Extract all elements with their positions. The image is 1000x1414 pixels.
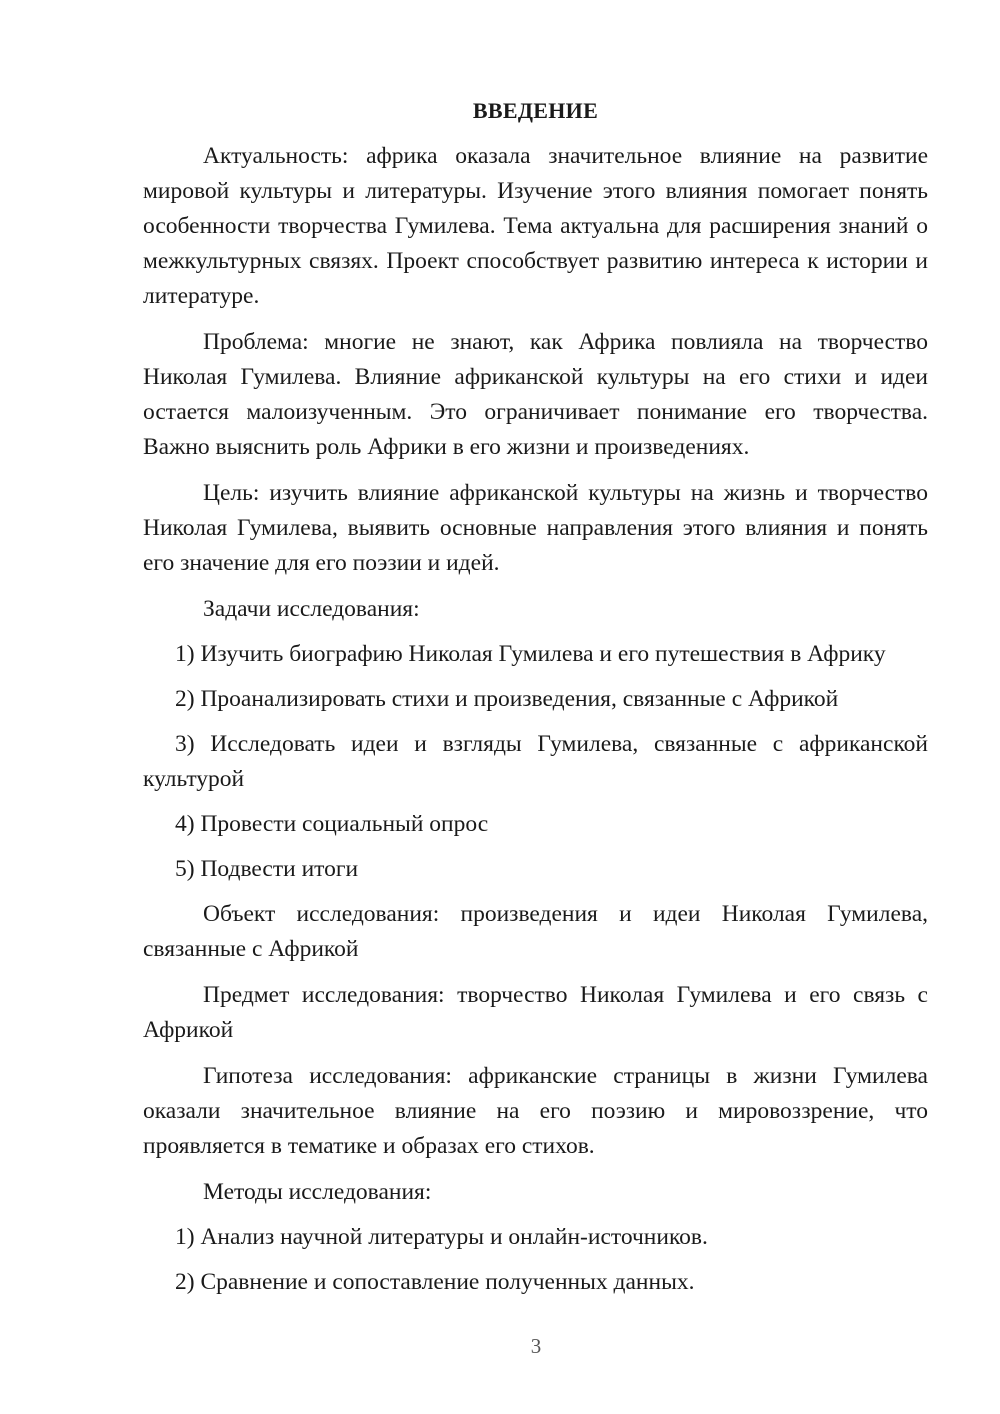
task-item-2: 2) Проанализировать стихи и произведения, связанные с Африкой bbox=[175, 686, 839, 712]
task-item-3: 3) Исследовать идеи и взгляды Гумилева, связанные с африканской культурой bbox=[143, 731, 928, 792]
task-item-4: 4) Провести социальный опрос bbox=[175, 811, 489, 837]
object-paragraph: Объект исследования: произведения и идеи Николая Гумилева, связанные с Африкой bbox=[143, 901, 928, 962]
method-item-1: 1) Анализ научной литературы и онлайн-источников. bbox=[175, 1224, 708, 1250]
page-content bbox=[143, 95, 928, 1310]
relevance-paragraph: Актуальность: африка оказала значительное влияние на развитие мировой культуры и литературы. Изучение этого влияния помогает понять особенности творчества Гумилева. Тема актуальна для расширения знаний о межкультурных связях. Проект способствует развитию интереса к истории и литературе. bbox=[143, 143, 928, 309]
goal-paragraph: Цель: изучить влияние африканской культуры на жизнь и творчество Николая Гумилева, выявить основные направления этого влияния и понять его значение для его поэзии и идей. bbox=[143, 480, 928, 576]
hypothesis-paragraph: Гипотеза исследования: африканские страницы в жизни Гумилева оказали значительное влияние на его поэзию и мировоззрение, что проявляется в тематике и образах его стихов. bbox=[143, 1063, 928, 1159]
method-item-2: 2) Сравнение и сопоставление полученных данных. bbox=[175, 1269, 695, 1295]
methods-title: Методы исследования: bbox=[203, 1179, 432, 1205]
problem-paragraph: Проблема: многие не знают, как Африка повлияла на творчество Николая Гумилева. Влияние африканской культуры на его стихи и идеи остается малоизученным. Это ограничивает понимание его творчества. Важно выяснить роль Африки в его жизни и произведениях. bbox=[143, 329, 928, 460]
page-number: 3 bbox=[530, 1334, 542, 1358]
task-item-1: 1) Изучить биографию Николая Гумилева и его путешествия в Африку bbox=[175, 641, 886, 667]
tasks-title: Задачи исследования: bbox=[203, 596, 420, 622]
task-item-5: 5) Подвести итоги bbox=[175, 856, 359, 882]
subject-paragraph: Предмет исследования: творчество Николая Гумилева и его связь с Африкой bbox=[143, 982, 928, 1043]
section-heading: ВВЕДЕНИЕ bbox=[472, 98, 599, 123]
